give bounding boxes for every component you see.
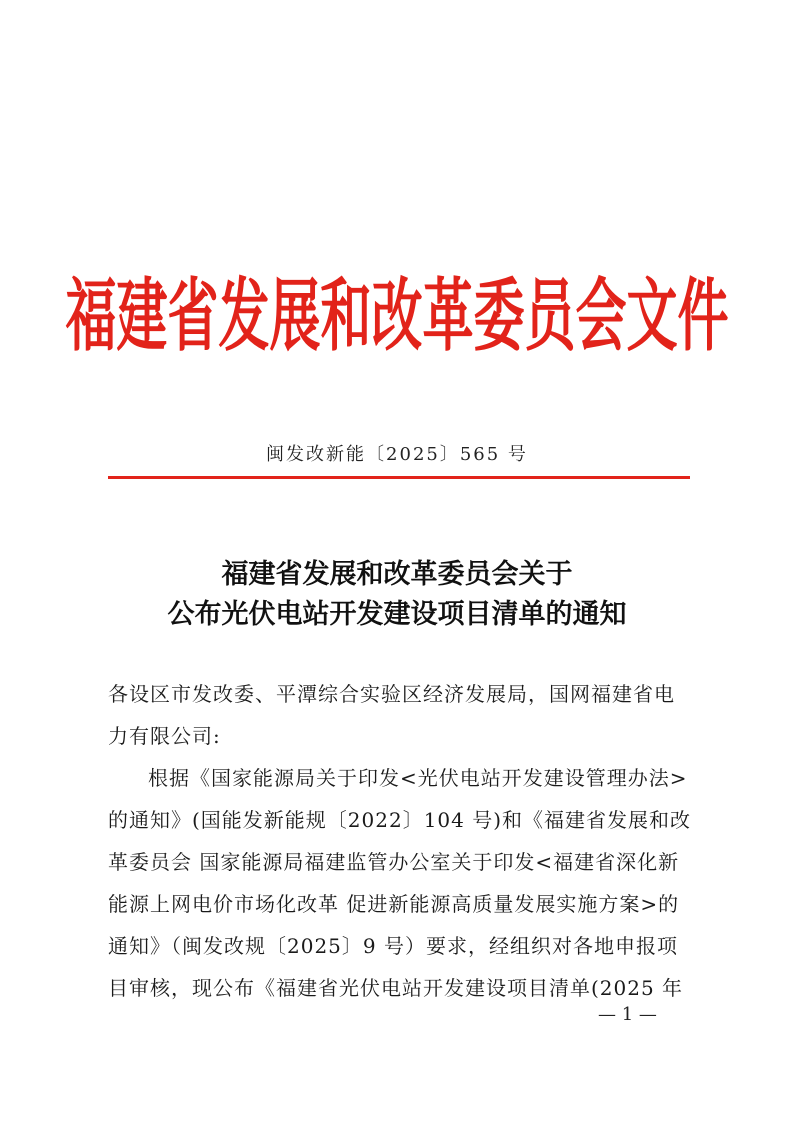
red-separator-rule bbox=[108, 476, 690, 479]
body-line: 能源上网电价市场化改革 促进新能源高质量发展实施方案>的 bbox=[108, 892, 680, 916]
document-number: 闽发改新能〔2025〕565 号 bbox=[266, 444, 528, 465]
body-line: 革委员会 国家能源局福建监管办公室关于印发<福建省深化新 bbox=[108, 850, 680, 874]
body-line: 的通知》(国能发新能规〔2022〕104 号)和《福建省发展和改 bbox=[108, 808, 692, 832]
body-line: 目审核，现公布《福建省光伏电站开发建设项目清单(2025 年 bbox=[108, 976, 684, 1000]
body-line: 通知》（闽发改规〔2025〕9 号）要求，经组织对各地申报项 bbox=[108, 934, 678, 958]
document-title-line-1: 福建省发展和改革委员会关于 bbox=[221, 559, 573, 590]
page-number: — 1 — bbox=[598, 1004, 657, 1025]
body-line: 力有限公司: bbox=[108, 724, 221, 748]
body-line: 各设区市发改委、平潭综合实验区经济发展局，国网福建省电 bbox=[108, 682, 675, 706]
body-line: 根据《国家能源局关于印发<光伏电站开发建设管理办法> bbox=[148, 766, 688, 790]
document-masthead: 福建省发展和改革委员会文件 bbox=[65, 270, 729, 364]
document-title-line-2: 公布光伏电站开发建设项目清单的通知 bbox=[167, 599, 627, 630]
